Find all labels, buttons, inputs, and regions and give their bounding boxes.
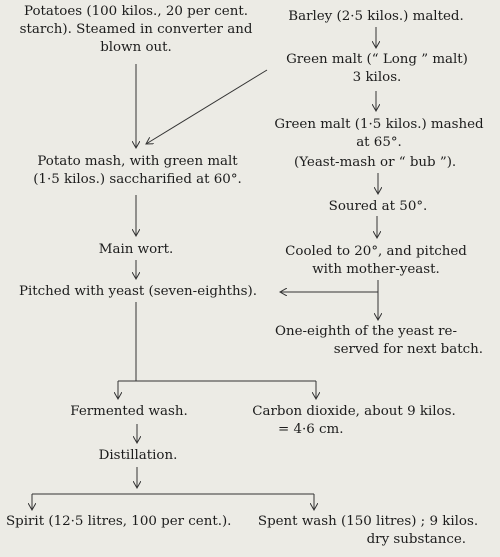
green-malt-long-step: [270, 51, 484, 87]
potatoes-line-2: starch). Steamed in converter and: [19, 22, 253, 37]
green-malt-long-line-1: Green malt (“ Long ” malt): [286, 52, 468, 67]
spent-wash-line-2: dry substance.: [366, 532, 466, 547]
cooled-line-1: Cooled to 20°, and pitched: [285, 244, 467, 259]
carbon-dioxide-step: [228, 403, 480, 439]
cooled-line-2: with mother-yeast.: [312, 262, 440, 277]
spent-wash-line-1: Spent wash (150 litres) ; 9 kilos.: [257, 514, 479, 529]
arrow-long-malt-to-mash: [146, 70, 267, 144]
potatoes-line-1: Potatoes (100 kilos., 20 per cent.: [24, 4, 248, 19]
potatoes-step: [2, 3, 270, 57]
pitched-step: Pitched with yeast (seven-eighths).: [19, 284, 257, 299]
fermented-wash-step: Fermented wash.: [70, 404, 188, 419]
barley-step: Barley (2·5 kilos.) malted.: [288, 9, 464, 24]
green-malt-mashed-line-2: at 65°.: [356, 135, 402, 150]
spirit-step: Spirit (12·5 litres, 100 per cent.).: [6, 514, 232, 529]
green-malt-mashed-line-1: Green malt (1·5 kilos.) mashed: [274, 117, 484, 132]
carbon-dioxide-line-1: Carbon dioxide, about 9 kilos.: [252, 404, 456, 419]
green-malt-mashed-step: [273, 116, 485, 152]
cooled-step: [272, 243, 480, 279]
green-malt-long-line-2: 3 kilos.: [352, 70, 402, 85]
soured-step: Soured at 50°.: [328, 199, 428, 214]
potato-mash-step: [10, 153, 265, 189]
yeast-mash-step: (Yeast-mash or “ bub ”).: [294, 155, 457, 170]
potato-mash-line-2: (1·5 kilos.) saccharified at 60°.: [33, 172, 242, 187]
main-wort-step: Main wort.: [98, 242, 174, 257]
distillation-step: Distillation.: [98, 448, 178, 463]
reserved-step: [275, 323, 483, 359]
carbon-dioxide-line-2: = 4·6 cm.: [278, 422, 344, 437]
potatoes-line-3: blown out.: [100, 40, 172, 55]
potato-mash-line-1: Potato mash, with green malt: [37, 154, 238, 169]
spent-wash-step: [248, 513, 488, 549]
reserved-line-2: served for next batch.: [333, 342, 483, 357]
reserved-line-1: One-eighth of the yeast re-: [275, 324, 458, 339]
